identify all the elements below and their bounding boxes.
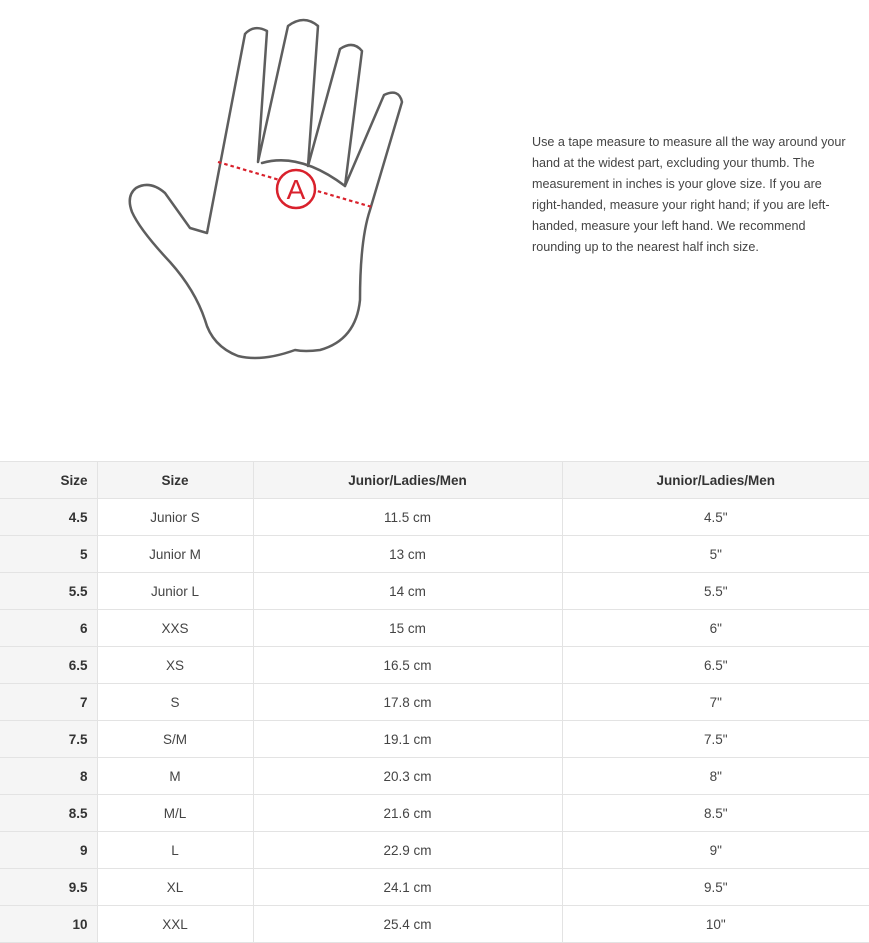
hand-outline-icon [120,12,420,372]
measuring-instructions: Use a tape measure to measure all the way around your hand at the widest part, excluding your thumb. The measurement in inches is your glove size. If you are right-handed, measure your right hand; if you are left-handed, measure your left hand. We recommend rounding up to the nearest half inch size. [532,135,846,254]
size-number-cell: 9.5 [0,869,97,906]
size-label-cell: XL [97,869,253,906]
size-number-cell: 10 [0,906,97,943]
size-label-cell: Junior L [97,573,253,610]
cm-cell: 16.5 cm [253,647,562,684]
table-row [0,647,869,684]
size-label-cell: Junior M [97,536,253,573]
inch-cell: 7" [562,684,869,721]
size-label-cell: XS [97,647,253,684]
cm-cell: 11.5 cm [253,499,562,536]
table-row [0,721,869,758]
size-number-cell: 4.5 [0,499,97,536]
inch-cell: 5.5" [562,573,869,610]
size-number-cell: 8.5 [0,795,97,832]
cm-cell: 21.6 cm [253,795,562,832]
header-inches: Junior/Ladies/Men [562,462,869,499]
size-label-cell: L [97,832,253,869]
size-number-cell: 6 [0,610,97,647]
table-row [0,684,869,721]
table-row [0,499,869,536]
cm-cell: 14 cm [253,573,562,610]
header-size-label: Size [97,462,253,499]
table-row [0,758,869,795]
cm-cell: 20.3 cm [253,758,562,795]
table-header-row [0,462,869,499]
table-row [0,795,869,832]
inch-cell: 8" [562,758,869,795]
size-label-cell: XXS [97,610,253,647]
size-label-cell: XXL [97,906,253,943]
inch-cell: 10" [562,906,869,943]
cm-cell: 17.8 cm [253,684,562,721]
cm-cell: 19.1 cm [253,721,562,758]
size-label-cell: Junior S [97,499,253,536]
table-row [0,869,869,906]
header-cm: Junior/Ladies/Men [253,462,562,499]
cm-cell: 15 cm [253,610,562,647]
size-number-cell: 5.5 [0,573,97,610]
size-number-cell: 9 [0,832,97,869]
size-number-cell: 6.5 [0,647,97,684]
cm-cell: 22.9 cm [253,832,562,869]
inch-cell: 6.5" [562,647,869,684]
size-label-cell: S [97,684,253,721]
size-number-cell: 7 [0,684,97,721]
size-label-cell: M/L [97,795,253,832]
size-label-cell: M [97,758,253,795]
hand-outline-shape [130,20,402,358]
inch-cell: 7.5" [562,721,869,758]
glove-size-table [0,461,869,943]
size-label-cell: S/M [97,721,253,758]
inch-cell: 9.5" [562,869,869,906]
inch-cell: 5" [562,536,869,573]
inch-cell: 9" [562,832,869,869]
cm-cell: 24.1 cm [253,869,562,906]
inch-cell: 8.5" [562,795,869,832]
table-row [0,906,869,943]
header-size-number: Size [0,462,97,499]
hand-measure-figure [120,12,420,372]
table-row [0,573,869,610]
table-row [0,610,869,647]
table-row [0,832,869,869]
cm-cell: 25.4 cm [253,906,562,943]
measurement-marker-label: A [286,174,306,205]
size-number-cell: 8 [0,758,97,795]
inch-cell: 4.5" [562,499,869,536]
size-number-cell: 5 [0,536,97,573]
table-row [0,536,869,573]
cm-cell: 13 cm [253,536,562,573]
size-number-cell: 7.5 [0,721,97,758]
inch-cell: 6" [562,610,869,647]
